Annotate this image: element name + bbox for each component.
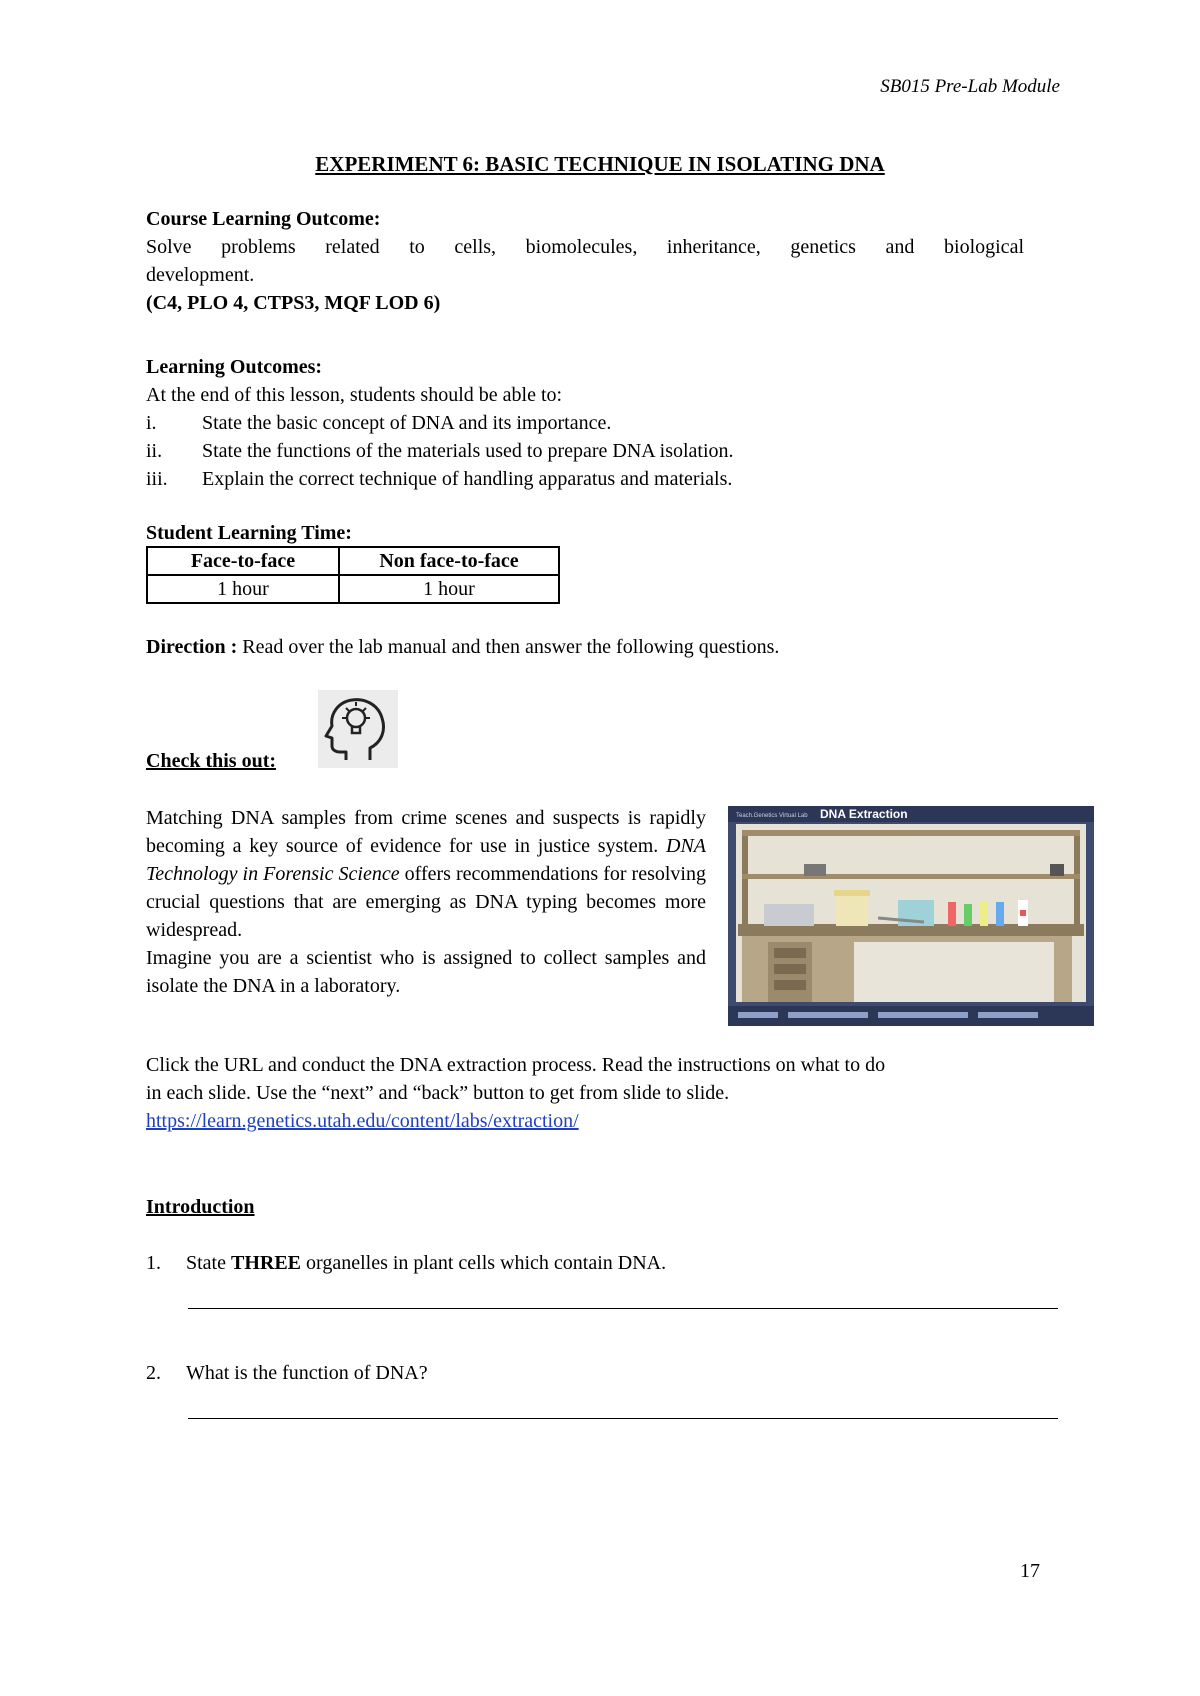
running-header: SB015 Pre-Lab Module (880, 76, 1060, 97)
lab-image-banner-title: DNA Extraction (820, 807, 908, 821)
check-this-out-text (146, 804, 706, 1000)
forensic-text-b: offers recommendations for resolving crucial questions that are emerging as DNA typing becomes more widespread. (146, 863, 706, 941)
slt-value-f2f: 1 hour (147, 575, 339, 603)
slt-heading: Student Learning Time: (146, 522, 352, 544)
question-text-b: organelles in plant cells which contain DNA. (301, 1252, 667, 1274)
forensic-paragraph (146, 804, 706, 944)
direction-text: Read over the lab manual and then answer the following questions. (237, 636, 780, 658)
lightbulb-head-icon (318, 690, 398, 768)
question-number: 2. (146, 1362, 161, 1384)
lo-item-number: i. (146, 412, 157, 434)
lo-item-number: iii. (146, 468, 168, 490)
page-title: EXPERIMENT 6: BASIC TECHNIQUE IN ISOLATING DNA (315, 152, 885, 176)
slt-header-nf2f: Non face-to-face (339, 547, 559, 575)
forensic-text-a: Matching DNA samples from crime scenes and suspects is rapidly becoming a key source of evidence for use in justice system. (146, 807, 706, 857)
lo-item-1 (146, 412, 1046, 438)
question-number: 1. (146, 1252, 161, 1274)
slt-header-f2f: Face-to-face (147, 547, 339, 575)
question-emphasis: THREE (231, 1252, 302, 1274)
answer-line-2[interactable] (188, 1418, 1058, 1419)
instructions-line1: Click the URL and conduct the DNA extraction process. Read the instructions on what to do (146, 1054, 886, 1076)
scientist-paragraph: Imagine you are a scientist who is assigned to collect samples and isolate the DNA in a laboratory. (146, 947, 706, 997)
lo-item-3 (146, 468, 1046, 494)
slt-value-nf2f: 1 hour (339, 575, 559, 603)
extraction-url-link[interactable]: https://learn.genetics.utah.edu/content/labs/extraction/ (146, 1110, 579, 1132)
clo-text-line1: Solve problems related to cells, biomolecules, inheritance, genetics and biological (146, 236, 1024, 258)
lo-heading: Learning Outcomes: (146, 356, 323, 378)
lo-item-text: State the functions of the materials used to prepare DNA isolation. (202, 440, 734, 462)
direction-label: Direction : (146, 636, 238, 658)
lo-item-text: Explain the correct technique of handling apparatus and materials. (202, 468, 733, 490)
lo-item-2 (146, 440, 1046, 466)
question-2 (146, 1362, 428, 1385)
lab-image-small-label: Teach.Genetics Virtual Lab (736, 813, 808, 819)
clo-heading: Course Learning Outcome: (146, 208, 381, 230)
introduction-heading: Introduction (146, 1196, 255, 1218)
lo-item-text: State the basic concept of DNA and its importance. (202, 412, 612, 434)
clo-text-line2: development. (146, 264, 255, 286)
question-text (186, 1252, 666, 1275)
question-text-a: State (186, 1252, 231, 1274)
instructions-line2: in each slide. Use the “next” and “back” button to get from slide to slide. (146, 1082, 730, 1104)
slt-table (146, 546, 560, 604)
lo-item-number: ii. (146, 440, 163, 462)
question-text: What is the function of DNA? (186, 1362, 428, 1384)
clo-codes: (C4, PLO 4, CTPS3, MQF LOD 6) (146, 292, 441, 314)
page-number: 17 (1020, 1560, 1040, 1582)
forensic-book-title: DNA Technology in Forensic Science (146, 835, 706, 885)
direction (146, 636, 779, 659)
check-this-out-heading: Check this out: (146, 750, 277, 772)
lo-intro: At the end of this lesson, students should be able to: (146, 384, 563, 406)
answer-line-1[interactable] (188, 1308, 1058, 1309)
question-1 (146, 1252, 667, 1275)
dna-extraction-lab-image (728, 806, 1094, 1026)
